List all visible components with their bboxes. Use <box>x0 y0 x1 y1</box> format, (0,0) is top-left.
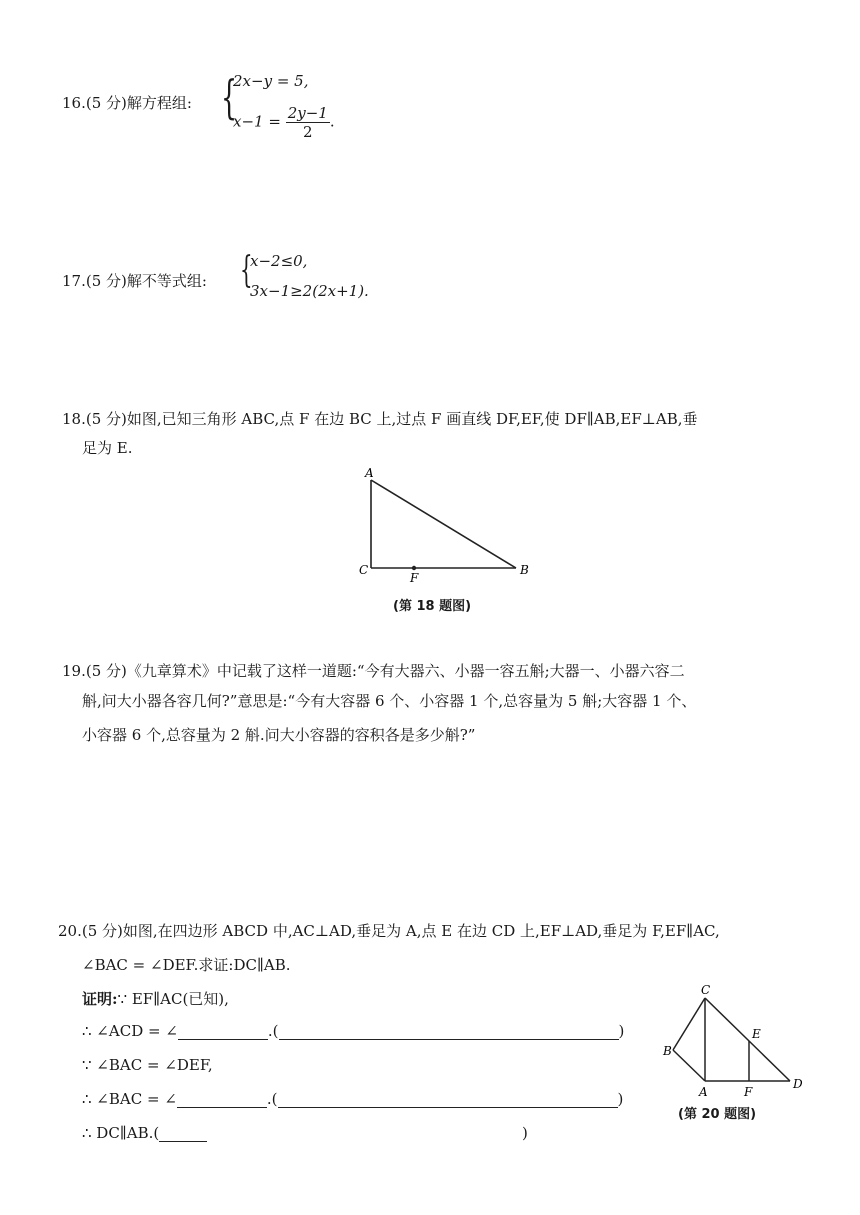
q20-step2: ∵ ∠BAC = ∠DEF, <box>82 1056 213 1074</box>
q20-proof-first: ∵ EF∥AC(已知), <box>117 990 229 1008</box>
q20-step4-close: ) <box>522 1124 528 1142</box>
q20-proof-line0 <box>82 988 229 1009</box>
q18-line1: 18.(5 分)如图,已知三角形 ABC,点 F 在边 BC 上,过点 F 画直线 DF,EF,使 DF∥AB,EF⊥AB,垂 <box>62 410 698 428</box>
label-A: A <box>365 466 374 480</box>
segment-BA <box>673 1050 705 1081</box>
q16-eq2-lhs: x−1 = <box>233 112 281 131</box>
q17-ineq2: 3x−1≥2(2x+1). <box>250 282 369 300</box>
label-D: D <box>793 1077 803 1091</box>
q20-step4-blank[interactable] <box>159 1127 207 1142</box>
q20-step3-text: ∴ ∠BAC = ∠ <box>82 1090 177 1108</box>
label-F: F <box>410 571 419 585</box>
q16-fraction <box>286 104 330 141</box>
segment-CB <box>673 998 705 1050</box>
q16-eq2 <box>233 104 335 141</box>
q17-brace: { <box>240 250 253 291</box>
q16-fraction-den: 2 <box>303 123 313 141</box>
label-E: E <box>752 1027 761 1041</box>
q20-step3-reason-blank[interactable] <box>278 1093 618 1108</box>
q20-step3-blank[interactable] <box>177 1093 267 1108</box>
q16-eq1: 2x−y = 5, <box>233 72 309 90</box>
q20-step4-text: ∴ DC∥AB.( <box>82 1124 160 1142</box>
label-A: A <box>699 1085 708 1099</box>
q20-line1: 20.(5 分)如图,在四边形 ABCD 中,AC⊥AD,垂足为 A,点 E 在边 CD 上,EF⊥AD,垂足为 F,EF∥AC, <box>58 922 720 940</box>
q20-step1 <box>82 1022 624 1040</box>
q20-step1-dot: .( <box>267 1022 279 1040</box>
label-C: C <box>701 983 711 997</box>
q20-step3-close: ) <box>617 1090 624 1108</box>
q19-line1: 19.(5 分)《九章算术》中记载了这样一道题:“今有大器六、小器一容五斛;大器一、小器六容二 <box>62 662 685 680</box>
q16-brace: { <box>221 70 238 124</box>
segment-AB <box>371 480 516 568</box>
q20-line2: ∠BAC = ∠DEF.求证:DC∥AB. <box>82 956 291 974</box>
label-F: F <box>744 1085 753 1099</box>
q20-step4 <box>82 1124 207 1142</box>
q16-eq2-end: . <box>329 112 335 131</box>
q17-prefix: 17.(5 分)解不等式组: <box>62 272 207 290</box>
label-B: B <box>663 1044 672 1058</box>
q20-proof-head: 证明: <box>82 990 118 1008</box>
q20-caption: (第 20 题图) <box>678 1107 757 1122</box>
q18-caption: (第 18 题图) <box>393 599 472 614</box>
point-F <box>412 566 416 570</box>
label-C: C <box>359 563 369 577</box>
q19-line2: 斛,问大小器各容几何?”意思是:“今有大容器 6 个、小容器 1 个,总容量为 5 斛;大容器 1 个、 <box>82 692 697 710</box>
q20-step1-reason-blank[interactable] <box>279 1025 619 1040</box>
segment-CD <box>705 998 790 1081</box>
q18-line2: 足为 E. <box>82 439 133 457</box>
q20-quadrilateral-figure <box>655 980 815 1105</box>
q20-step1-blank[interactable] <box>178 1025 268 1040</box>
q20-step1-close: ) <box>618 1022 625 1040</box>
q20-step1-text: ∴ ∠ACD = ∠ <box>82 1022 178 1040</box>
q16-prefix: 16.(5 分)解方程组: <box>62 94 192 112</box>
q19-line3: 小容器 6 个,总容量为 2 斛.问大小容器的容积各是多少斛?” <box>82 726 476 744</box>
q18-triangle-figure <box>340 460 560 590</box>
q17-ineq1: x−2≤0, <box>250 252 308 270</box>
label-B: B <box>520 563 529 577</box>
q20-step3-dot: .( <box>266 1090 278 1108</box>
q20-step3 <box>82 1090 623 1108</box>
q16-fraction-num: 2y−1 <box>287 104 328 122</box>
